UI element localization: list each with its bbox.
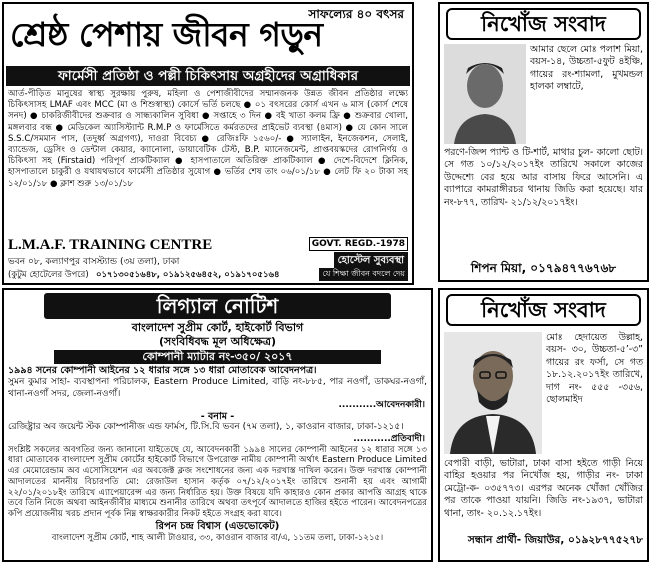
- phones: ০১৭১৩০৫১৬৪৮, ০১৯১২৫৬৪৫২, ০১৯১৭০৫১৬৪: [96, 270, 280, 280]
- tagline: যে শিক্ষা জীবন বদলে দেয়: [319, 268, 408, 281]
- ad-body: আর্ত-পীড়িত মানুষের স্বাস্থ্য সুরক্ষায় পুরুষ, মহিলা ও পেশাজীবীদের সম্মানজনক উন্নত জীবন প্রতিষ্ঠার লক্ষ্যে চিকিৎসাসহ LMAF এবং MCC (মা ও শিশুস্বাস্থ্য) কোর্সে ভর্তি চলছে ● ০১ বৎসরের কোর্স এখন ৬ মাস (কোর্স শেষে সনদ) ● চাকরিজীবীদের শুক্রবার ও সান্ধ্যকালিন সুবিধা ● সপ্তাহে ৩ দিন ● বই খাতা কলম ফ্রি ● শুক্রবার খোলা, মঙ্গলবার বন্ধ ● মেডিকেল অ্যাসিস্ট্যান্ট R.M.P ও ফার্মেসিতে কর্মরতদের প্রাইভেট ব্যবস্থা (৪মাস) ● যে কোন সালে S.S.C/সমমান পাস, (তদুর্ধ্ব অগ্রগণ্য), দাওরা বিবেচ্য ● রেজিঃফি ১৫৬০/- ● স্যালাইন, ইনজেকশন, সেলাই, ব্যান্ডেজ, ড্রেসিং ও ডেন্টাল কেয়ার, ক্যানোলা, ডায়াবেটিক টেস্ট, B.P. ম্যানেজমেন্ট, প্রাপ্তবয়স্কদের রোগনির্ণয় ও চিকিৎসা সহ (Firstaid) পরিপূর্ণ প্রাকটিক্যাল ● হাসপাতালে অতিরিক্ত প্রাকটিক্যাল ● দেশে-বিদেশে ক্লিনিক, হাসপাতালে চাকুরী ও যথাযথভাবে ফার্মেসী প্রতিষ্ঠার সুযোগ ● ভর্তির শেষ তাং ০৬/০১/১৮ ● লেট ফি ২০ টাকা সহ ১২/০১/১৮ ● ক্লাশ শুরু ১৩/০১/১৮: [8, 89, 408, 189]
- signer-address: বাংলাদেশ সুপ্রীম কোর্ট, শাহ আলী টাওয়ার, ৩৩, কাওরান বাজার বা/এ, ১১তম তলা, ঢাকা-১২১৫।: [51, 533, 384, 544]
- hostel-badge: হোস্টেল সুব্যবস্থা: [334, 252, 408, 271]
- regd-badge: GOVT. REGD.-1978: [309, 237, 408, 251]
- legal-body: সংশ্লিষ্ট সকলের অবগতির জন্য জানানো যাইতেছে যে, আবেদনকারী ১৯৯৪ সালের কোম্পানী আইনের ১২ ধারার সঙ্গে ১৩ ধারা মোতাবেক বাংলাদেশ সুপ্রীম কোর্টের হাইকোর্ট বিভাগে উপরোক্ত নামীয় কোম্পানী অর্থাৎ Eastern Produce Limited এর মেমোরেন্ডাম অব এসোসিয়েশন এর অবজেক্ট ক্লজ সংশোধনের জন্য এক দরখাস্ত দাখিল করেন। উক্ত দরখাস্ত কোম্পানী আদালতের মাননীয় বিচারপতি মো: রেজাউল হাসান কর্তৃক ০৭/১২/২০১৭ইং তারিখে শুনানী হয় এবং আগামী ২২/০১/২০১৮ইং তারিখে এ্যাপেয়ারেন্স এর জন্য নির্ধারিত হয়। উক্ত বিষয়ে যদি কাহারও কোন প্রকার আপত্তি আগ্রহ থাকে তবে তিনি নিজে অথবা আইনজীবীর মাধ্যমে শুনানীর তারিখে অথবা তৎপূর্বে আদালতে হাজির হইতে পারেন। আবেদনপত্রের কপি প্রয়োজনীয় খরচ প্রদান পূর্বক নিম্ন স্বাক্ষরকারীর নিকট হইতে সংগ্রহ করা যাবে।: [8, 444, 427, 520]
- respondent-role: ...........প্রতিবাদী।: [353, 433, 425, 444]
- notice-body: বেপারী বাড়ী, ভাটারা, ঢাকা বাসা হইতে গাড়ী নিয়ে বাহির হওয়ার পর নিখোঁজ হয়, গাড়ীর নং- ঢাকা মেট্রো-ক- ০৩৫৭৭৩। এরপর অনেক খোঁজা খোঁজির পর তাকে পাওয়া যায়নি। জিডি নং-১৯৩৭, ভাটারা থানা, তাং- ২০.১২.১৭ইং।: [444, 458, 643, 519]
- legal-title: লিগ্যাল নোটিশ: [44, 293, 391, 319]
- missing-person-photo: [444, 332, 542, 454]
- versus: - বনাম -: [200, 411, 235, 422]
- notice-body: পরণে-জিন্স প্যান্ট ও টি-শার্ট, মাথার চুল- কালো ছোট। সে গত ১০/১২/২০১৭ইং তারিখে সকালে কাজের উদ্দেশ্যে বের হয়ে আর বাসায় ফিরে আসেনি। এ ব্যাপারে কামরাঙ্গীরচর থানায় জিডি করা হয়েছে। যার নং-৮৭৭, তারিখ- ২১/১২/২০১৭ইং।: [444, 147, 643, 208]
- training-centre-ad: [2, 2, 414, 285]
- notice-title: নিখোঁজ সংবাদ: [446, 294, 641, 326]
- applicant-role: ...........আবেদনকারী।: [338, 400, 425, 410]
- ad-subhead: ফার্মেসী প্রতিষ্ঠা ও পল্লী চিকিৎসায় অগ্রহীদের অগ্রাধিকার: [6, 66, 410, 86]
- ad-headline: শ্রেষ্ঠ পেশায় জীবন গড়ুন: [10, 15, 323, 54]
- missing-notice-1: [438, 2, 649, 282]
- centre-name: L.M.A.F. TRAINING CENTRE: [8, 237, 213, 253]
- signer: রিপন চন্দ্র বিশ্বাস (এডভোকেট): [155, 521, 280, 533]
- centre-address: ভবন ০৮, কল্যাণপুর বাসস্ট্যান্ড (৩য় তলা), ঢাকা: [8, 257, 180, 267]
- legal-notice: [2, 288, 433, 562]
- legal-line-1: ১৯৯৪ সনের কোম্পানী আইনের ১২ ধারার সঙ্গে ১৩ ধারা মোতাবেক আবেদনপত্র।: [8, 365, 317, 376]
- notice-contact: শিপন মিয়া, ০১৭৯৪৭৭৬৭৬৮: [470, 261, 617, 275]
- notice-side-text: মোঃ হেদায়েত উল্লাহ, বয়স- ৩০, উচ্চতা-৫’-৩” গায়ের রং ফর্সা, সে গত ১৮.১২.২০১৭ইং তারিখে, দাগ নং- ৫৫৫ -৩৫৬, ছোলমাইদ: [546, 332, 643, 406]
- notice-seeker: সন্ধান প্রার্থী- জিয়াউর, ০১৯২৮৭৭৫২৭৮: [467, 534, 643, 546]
- landmark: (কুটুম হোটেলের উপরে): [8, 270, 89, 280]
- missing-person-photo: [444, 44, 526, 144]
- jurisdiction: (সংবিধিবদ্ধ মূল অধিক্ষেত্র): [158, 335, 277, 348]
- company-matter: কোম্পানী ম্যাটার নং-৩৫০/ ২০১৭: [54, 350, 381, 364]
- respondent: রেজিষ্ট্রার অব জয়েন্ট স্টক কোম্পানীজ এন্ড ফার্মস, টি.সি.বি ভবন (৭ম তলা), ১, কাওরান বাজার, ঢাকা-১২১৫।: [8, 422, 404, 432]
- missing-notice-2: [438, 288, 649, 562]
- notice-side-text: আমার ছেলে মোঃ পলাশ মিয়া, বয়স-১৪, উচ্চতা-৫ফুট ৪ইঞ্চি, গায়ের রং-শ্যামলা, মুখমন্ডল হালকা লম্বাটে,: [530, 44, 643, 93]
- notice-title: নিখোঁজ সংবাদ: [446, 8, 641, 40]
- court-name: বাংলাদেশ সুপ্রীম কোর্ট, হাইকোর্ট বিভাগ: [131, 321, 304, 334]
- applicant: সুমন কুমার সাহা- ব্যবস্থাপনা পরিচালক, Eastern Produce Limited, বাড়ি নং-৮৮৫, পার নওগাঁ, ডাকঘর-নওগাঁ, থানা-নওগাঁ সদর, জেলা-নওগাঁ।: [8, 377, 427, 399]
- years-badge: সাফল্যের ৪০ বৎসর: [308, 7, 404, 21]
